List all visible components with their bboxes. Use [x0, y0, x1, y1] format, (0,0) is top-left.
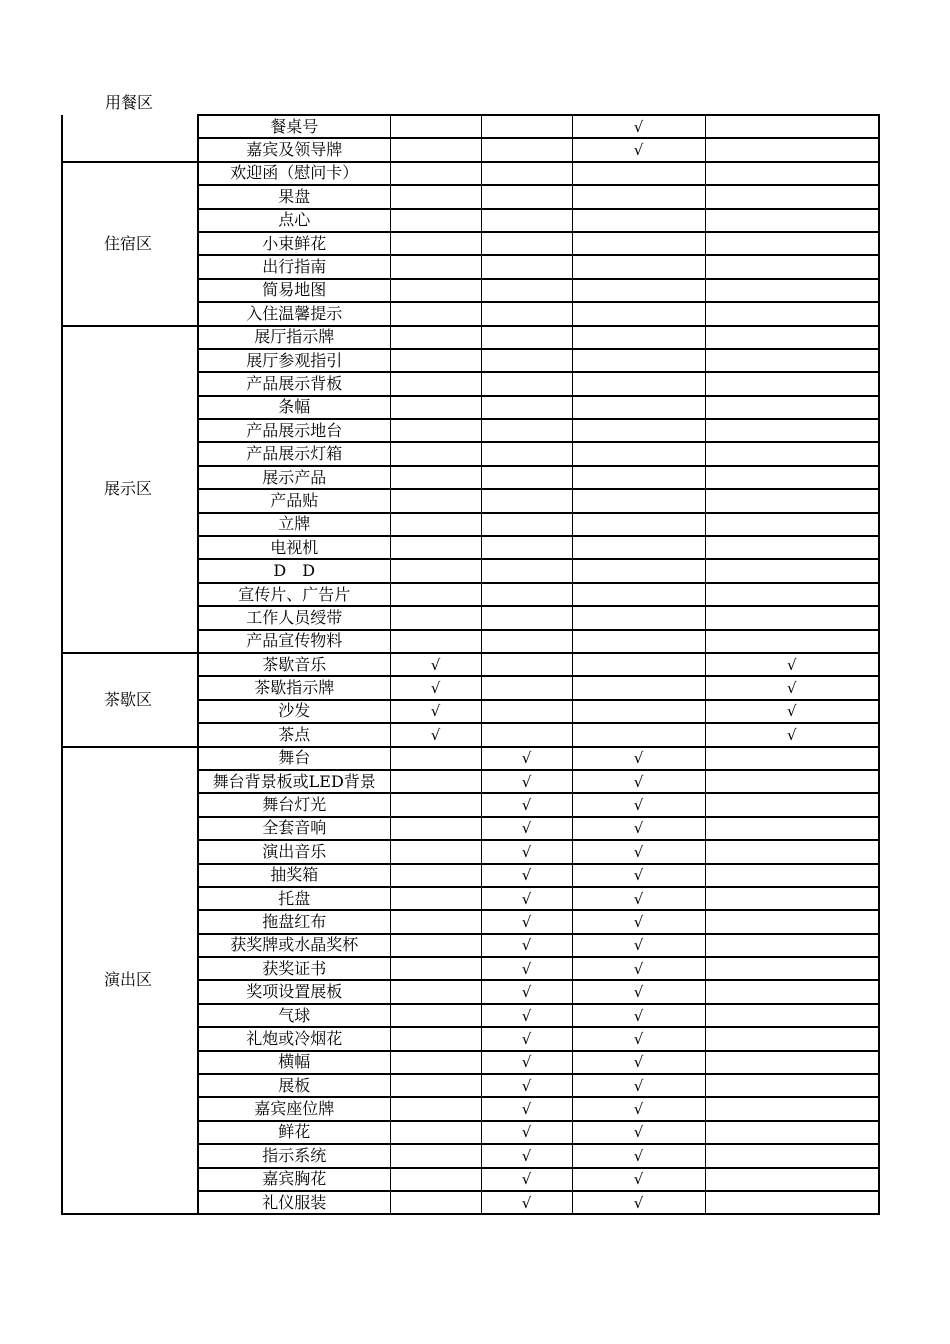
check-cell — [390, 349, 481, 372]
check-mark-icon: √ — [521, 1100, 532, 1119]
check-cell — [572, 583, 705, 606]
check-cell — [572, 770, 705, 793]
table-row — [61, 115, 879, 138]
check-cell — [390, 326, 481, 349]
check-mark-icon: √ — [633, 912, 644, 931]
check-cell — [705, 326, 879, 349]
check-cell — [572, 326, 705, 349]
check-cell — [390, 723, 481, 746]
check-cell — [481, 209, 572, 232]
check-cell — [481, 466, 572, 489]
check-cell — [390, 606, 481, 629]
check-cell — [390, 162, 481, 185]
check-cell — [390, 910, 481, 933]
check-cell — [481, 1074, 572, 1097]
item-cell: 礼仪服装 — [198, 1191, 390, 1214]
check-mark-icon: √ — [786, 702, 797, 721]
item-cell: 茶歇音乐 — [198, 653, 390, 676]
check-cell — [481, 115, 572, 138]
check-cell — [705, 419, 879, 442]
check-cell — [572, 349, 705, 372]
check-cell — [390, 1097, 481, 1120]
check-cell — [390, 934, 481, 957]
check-cell — [390, 232, 481, 255]
check-cell — [705, 1074, 879, 1097]
check-cell — [572, 1097, 705, 1120]
check-cell — [481, 583, 572, 606]
item-cell: 礼炮或冷烟花 — [198, 1027, 390, 1050]
item-cell: 产品展示地台 — [198, 419, 390, 442]
check-mark-icon: √ — [430, 679, 441, 698]
check-cell — [481, 1097, 572, 1120]
check-cell — [572, 910, 705, 933]
item-cell: 点心 — [198, 209, 390, 232]
check-mark-icon: √ — [521, 959, 532, 978]
check-cell — [705, 138, 879, 161]
item-cell: 产品展示灯箱 — [198, 442, 390, 465]
item-cell: 横幅 — [198, 1051, 390, 1074]
check-mark-icon: √ — [521, 936, 532, 955]
check-cell — [481, 419, 572, 442]
check-cell — [390, 302, 481, 325]
check-cell — [705, 1097, 879, 1120]
check-cell — [572, 396, 705, 419]
check-cell — [481, 747, 572, 770]
check-cell — [572, 419, 705, 442]
item-cell: 展厅指示牌 — [198, 326, 390, 349]
check-mark-icon: √ — [521, 1006, 532, 1025]
check-mark-icon: √ — [430, 725, 441, 744]
item-cell: 鲜花 — [198, 1121, 390, 1144]
item-cell: 托盘 — [198, 887, 390, 910]
table-row — [61, 326, 879, 349]
check-mark-icon: √ — [633, 1076, 644, 1095]
check-mark-icon: √ — [521, 912, 532, 931]
check-cell — [481, 770, 572, 793]
check-cell — [390, 700, 481, 723]
check-mark-icon: √ — [786, 655, 797, 674]
check-cell — [481, 817, 572, 840]
check-cell — [705, 1168, 879, 1191]
check-cell — [572, 676, 705, 699]
check-cell — [572, 864, 705, 887]
item-cell: 工作人员绶带 — [198, 606, 390, 629]
item-cell: 舞台背景板或LED背景 — [198, 770, 390, 793]
check-cell — [705, 559, 879, 582]
check-cell — [481, 442, 572, 465]
check-cell — [390, 840, 481, 863]
check-cell — [481, 630, 572, 653]
check-cell — [390, 1168, 481, 1191]
check-cell — [705, 770, 879, 793]
check-cell — [390, 1144, 481, 1167]
check-mark-icon: √ — [633, 983, 644, 1002]
item-cell: 抽奖箱 — [198, 864, 390, 887]
check-cell — [705, 372, 879, 395]
check-mark-icon: √ — [633, 749, 644, 768]
item-cell: 入住温馨提示 — [198, 302, 390, 325]
check-mark-icon: √ — [633, 1053, 644, 1072]
check-cell — [572, 536, 705, 559]
check-cell — [572, 980, 705, 1003]
item-cell: 简易地图 — [198, 279, 390, 302]
check-cell — [390, 372, 481, 395]
check-cell — [572, 115, 705, 138]
check-cell — [481, 840, 572, 863]
item-cell: 指示系统 — [198, 1144, 390, 1167]
check-cell — [705, 817, 879, 840]
check-mark-icon: √ — [633, 1100, 644, 1119]
check-cell — [572, 630, 705, 653]
check-cell — [572, 1144, 705, 1167]
check-cell — [390, 419, 481, 442]
check-cell — [481, 910, 572, 933]
table-row — [61, 747, 879, 770]
check-mark-icon: √ — [521, 1076, 532, 1095]
check-cell — [390, 536, 481, 559]
check-cell — [705, 700, 879, 723]
check-mark-icon: √ — [633, 889, 644, 908]
check-cell — [572, 700, 705, 723]
check-mark-icon: √ — [633, 1029, 644, 1048]
item-cell: D D — [198, 559, 390, 582]
check-cell — [481, 232, 572, 255]
check-cell — [390, 255, 481, 278]
checklist-body — [61, 115, 879, 1214]
check-cell — [390, 513, 481, 536]
check-cell — [572, 232, 705, 255]
check-cell — [390, 1191, 481, 1214]
check-cell — [705, 209, 879, 232]
check-cell — [705, 162, 879, 185]
check-cell — [572, 138, 705, 161]
check-cell — [705, 255, 879, 278]
check-cell — [705, 910, 879, 933]
check-cell — [481, 279, 572, 302]
check-cell — [572, 209, 705, 232]
item-cell: 拖盘红布 — [198, 910, 390, 933]
check-mark-icon: √ — [633, 842, 644, 861]
check-cell — [705, 583, 879, 606]
item-cell: 条幅 — [198, 396, 390, 419]
check-cell — [572, 1051, 705, 1074]
item-cell: 立牌 — [198, 513, 390, 536]
check-cell — [572, 1074, 705, 1097]
check-cell — [705, 466, 879, 489]
item-cell: 小束鲜花 — [198, 232, 390, 255]
check-cell — [390, 279, 481, 302]
check-cell — [705, 279, 879, 302]
check-cell — [705, 1027, 879, 1050]
check-cell — [481, 185, 572, 208]
check-mark-icon: √ — [786, 725, 797, 744]
check-cell — [705, 676, 879, 699]
check-cell — [572, 372, 705, 395]
check-cell — [481, 138, 572, 161]
check-cell — [705, 957, 879, 980]
check-cell — [572, 1121, 705, 1144]
check-mark-icon: √ — [430, 655, 441, 674]
check-cell — [572, 279, 705, 302]
check-cell — [572, 466, 705, 489]
check-cell — [481, 372, 572, 395]
item-cell: 茶歇指示牌 — [198, 676, 390, 699]
item-cell: 餐桌号 — [198, 115, 390, 138]
check-cell — [705, 864, 879, 887]
check-cell — [705, 606, 879, 629]
check-mark-icon: √ — [521, 1029, 532, 1048]
item-cell: 嘉宾座位牌 — [198, 1097, 390, 1120]
check-cell — [390, 209, 481, 232]
item-cell: 演出音乐 — [198, 840, 390, 863]
check-cell — [390, 1051, 481, 1074]
check-cell — [572, 302, 705, 325]
check-cell — [705, 723, 879, 746]
item-cell: 舞台 — [198, 747, 390, 770]
check-mark-icon: √ — [633, 936, 644, 955]
check-cell — [572, 1027, 705, 1050]
item-cell: 获奖证书 — [198, 957, 390, 980]
check-cell — [705, 302, 879, 325]
check-cell — [481, 1004, 572, 1027]
check-mark-icon: √ — [633, 866, 644, 885]
check-cell — [705, 115, 879, 138]
item-cell: 嘉宾胸花 — [198, 1168, 390, 1191]
check-cell — [572, 1191, 705, 1214]
check-cell — [705, 934, 879, 957]
check-cell — [572, 793, 705, 816]
check-mark-icon: √ — [521, 1053, 532, 1072]
category-cell: 演出区 — [61, 747, 198, 1215]
check-cell — [390, 793, 481, 816]
check-mark-icon: √ — [633, 1006, 644, 1025]
check-cell — [390, 1004, 481, 1027]
check-mark-icon: √ — [430, 702, 441, 721]
check-cell — [390, 1121, 481, 1144]
check-cell — [572, 1004, 705, 1027]
item-cell: 产品宣传物料 — [198, 630, 390, 653]
check-cell — [572, 255, 705, 278]
check-cell — [705, 887, 879, 910]
check-cell — [572, 723, 705, 746]
item-cell: 气球 — [198, 1004, 390, 1027]
check-mark-icon: √ — [521, 819, 532, 838]
item-cell: 电视机 — [198, 536, 390, 559]
check-cell — [572, 442, 705, 465]
check-cell — [481, 559, 572, 582]
check-cell — [390, 817, 481, 840]
check-cell — [390, 957, 481, 980]
check-cell — [390, 1027, 481, 1050]
check-cell — [481, 489, 572, 512]
category-cell: 茶歇区 — [61, 653, 198, 747]
check-cell — [705, 653, 879, 676]
check-cell — [481, 1144, 572, 1167]
check-mark-icon: √ — [521, 749, 532, 768]
check-mark-icon: √ — [633, 117, 644, 136]
check-cell — [705, 1191, 879, 1214]
check-cell — [572, 606, 705, 629]
item-cell: 获奖牌或水晶奖杯 — [198, 934, 390, 957]
check-cell — [481, 700, 572, 723]
check-cell — [705, 1004, 879, 1027]
item-cell: 茶点 — [198, 723, 390, 746]
check-cell — [481, 864, 572, 887]
check-cell — [705, 489, 879, 512]
check-cell — [481, 349, 572, 372]
check-cell — [481, 723, 572, 746]
check-cell — [481, 1121, 572, 1144]
check-cell — [705, 396, 879, 419]
check-cell — [390, 630, 481, 653]
dining-area-label: 用餐区 — [105, 93, 154, 112]
check-cell — [572, 840, 705, 863]
check-cell — [572, 513, 705, 536]
check-cell — [572, 817, 705, 840]
check-cell — [572, 1168, 705, 1191]
check-cell — [390, 489, 481, 512]
check-mark-icon: √ — [633, 1123, 644, 1142]
check-cell — [705, 630, 879, 653]
check-cell — [481, 1027, 572, 1050]
item-cell: 宣传片、广告片 — [198, 583, 390, 606]
item-cell: 展板 — [198, 1074, 390, 1097]
check-cell — [390, 115, 481, 138]
check-cell — [390, 653, 481, 676]
check-cell — [481, 793, 572, 816]
item-cell: 嘉宾及领导牌 — [198, 138, 390, 161]
check-cell — [572, 489, 705, 512]
check-cell — [572, 185, 705, 208]
check-cell — [390, 676, 481, 699]
item-cell: 果盘 — [198, 185, 390, 208]
check-mark-icon: √ — [521, 1123, 532, 1142]
check-cell — [705, 442, 879, 465]
check-cell — [705, 513, 879, 536]
check-mark-icon: √ — [633, 796, 644, 815]
check-cell — [390, 770, 481, 793]
check-cell — [705, 840, 879, 863]
check-mark-icon: √ — [786, 679, 797, 698]
check-cell — [390, 442, 481, 465]
check-cell — [481, 536, 572, 559]
check-mark-icon: √ — [521, 1146, 532, 1165]
check-mark-icon: √ — [633, 819, 644, 838]
check-cell — [481, 1168, 572, 1191]
check-cell — [572, 653, 705, 676]
item-cell: 舞台灯光 — [198, 793, 390, 816]
check-mark-icon: √ — [521, 1170, 532, 1189]
category-cell — [61, 115, 198, 162]
check-cell — [481, 396, 572, 419]
category-cell: 住宿区 — [61, 162, 198, 326]
check-cell — [572, 559, 705, 582]
check-cell — [390, 583, 481, 606]
check-cell — [705, 1121, 879, 1144]
item-cell: 沙发 — [198, 700, 390, 723]
check-cell — [572, 747, 705, 770]
check-mark-icon: √ — [633, 141, 644, 160]
check-cell — [481, 934, 572, 957]
table-row — [61, 653, 879, 676]
check-cell — [481, 957, 572, 980]
check-cell — [481, 676, 572, 699]
check-cell — [390, 466, 481, 489]
check-cell — [481, 162, 572, 185]
check-cell — [390, 396, 481, 419]
category-cell: 展示区 — [61, 326, 198, 653]
item-cell: 展厅参观指引 — [198, 349, 390, 372]
check-cell — [705, 232, 879, 255]
check-cell — [390, 1074, 481, 1097]
check-cell — [572, 934, 705, 957]
check-mark-icon: √ — [521, 1193, 532, 1212]
check-cell — [481, 1051, 572, 1074]
item-cell: 欢迎函（慰问卡） — [198, 162, 390, 185]
item-cell: 产品贴 — [198, 489, 390, 512]
check-cell — [390, 887, 481, 910]
check-cell — [390, 138, 481, 161]
check-cell — [481, 255, 572, 278]
check-cell — [705, 536, 879, 559]
check-cell — [481, 887, 572, 910]
check-cell — [705, 1051, 879, 1074]
checklist-table — [61, 114, 880, 1215]
check-mark-icon: √ — [521, 842, 532, 861]
check-mark-icon: √ — [521, 889, 532, 908]
check-mark-icon: √ — [521, 983, 532, 1002]
check-mark-icon: √ — [521, 866, 532, 885]
check-cell — [390, 980, 481, 1003]
check-cell — [481, 980, 572, 1003]
check-cell — [572, 887, 705, 910]
check-cell — [705, 349, 879, 372]
table-row — [61, 162, 879, 185]
check-cell — [572, 957, 705, 980]
item-cell: 出行指南 — [198, 255, 390, 278]
check-mark-icon: √ — [633, 1170, 644, 1189]
item-cell: 奖项设置展板 — [198, 980, 390, 1003]
check-cell — [705, 185, 879, 208]
check-cell — [705, 1144, 879, 1167]
check-cell — [481, 606, 572, 629]
check-cell — [481, 326, 572, 349]
check-cell — [481, 1191, 572, 1214]
check-mark-icon: √ — [521, 796, 532, 815]
item-cell: 产品展示背板 — [198, 372, 390, 395]
check-cell — [572, 162, 705, 185]
check-cell — [390, 185, 481, 208]
check-cell — [481, 653, 572, 676]
check-cell — [705, 747, 879, 770]
item-cell: 全套音响 — [198, 817, 390, 840]
check-cell — [390, 559, 481, 582]
check-mark-icon: √ — [633, 1193, 644, 1212]
check-cell — [481, 302, 572, 325]
check-mark-icon: √ — [521, 772, 532, 791]
check-mark-icon: √ — [633, 772, 644, 791]
check-cell — [481, 513, 572, 536]
check-cell — [705, 793, 879, 816]
check-cell — [390, 864, 481, 887]
check-mark-icon: √ — [633, 1146, 644, 1165]
check-cell — [705, 980, 879, 1003]
check-cell — [390, 747, 481, 770]
check-mark-icon: √ — [633, 959, 644, 978]
item-cell: 展示产品 — [198, 466, 390, 489]
